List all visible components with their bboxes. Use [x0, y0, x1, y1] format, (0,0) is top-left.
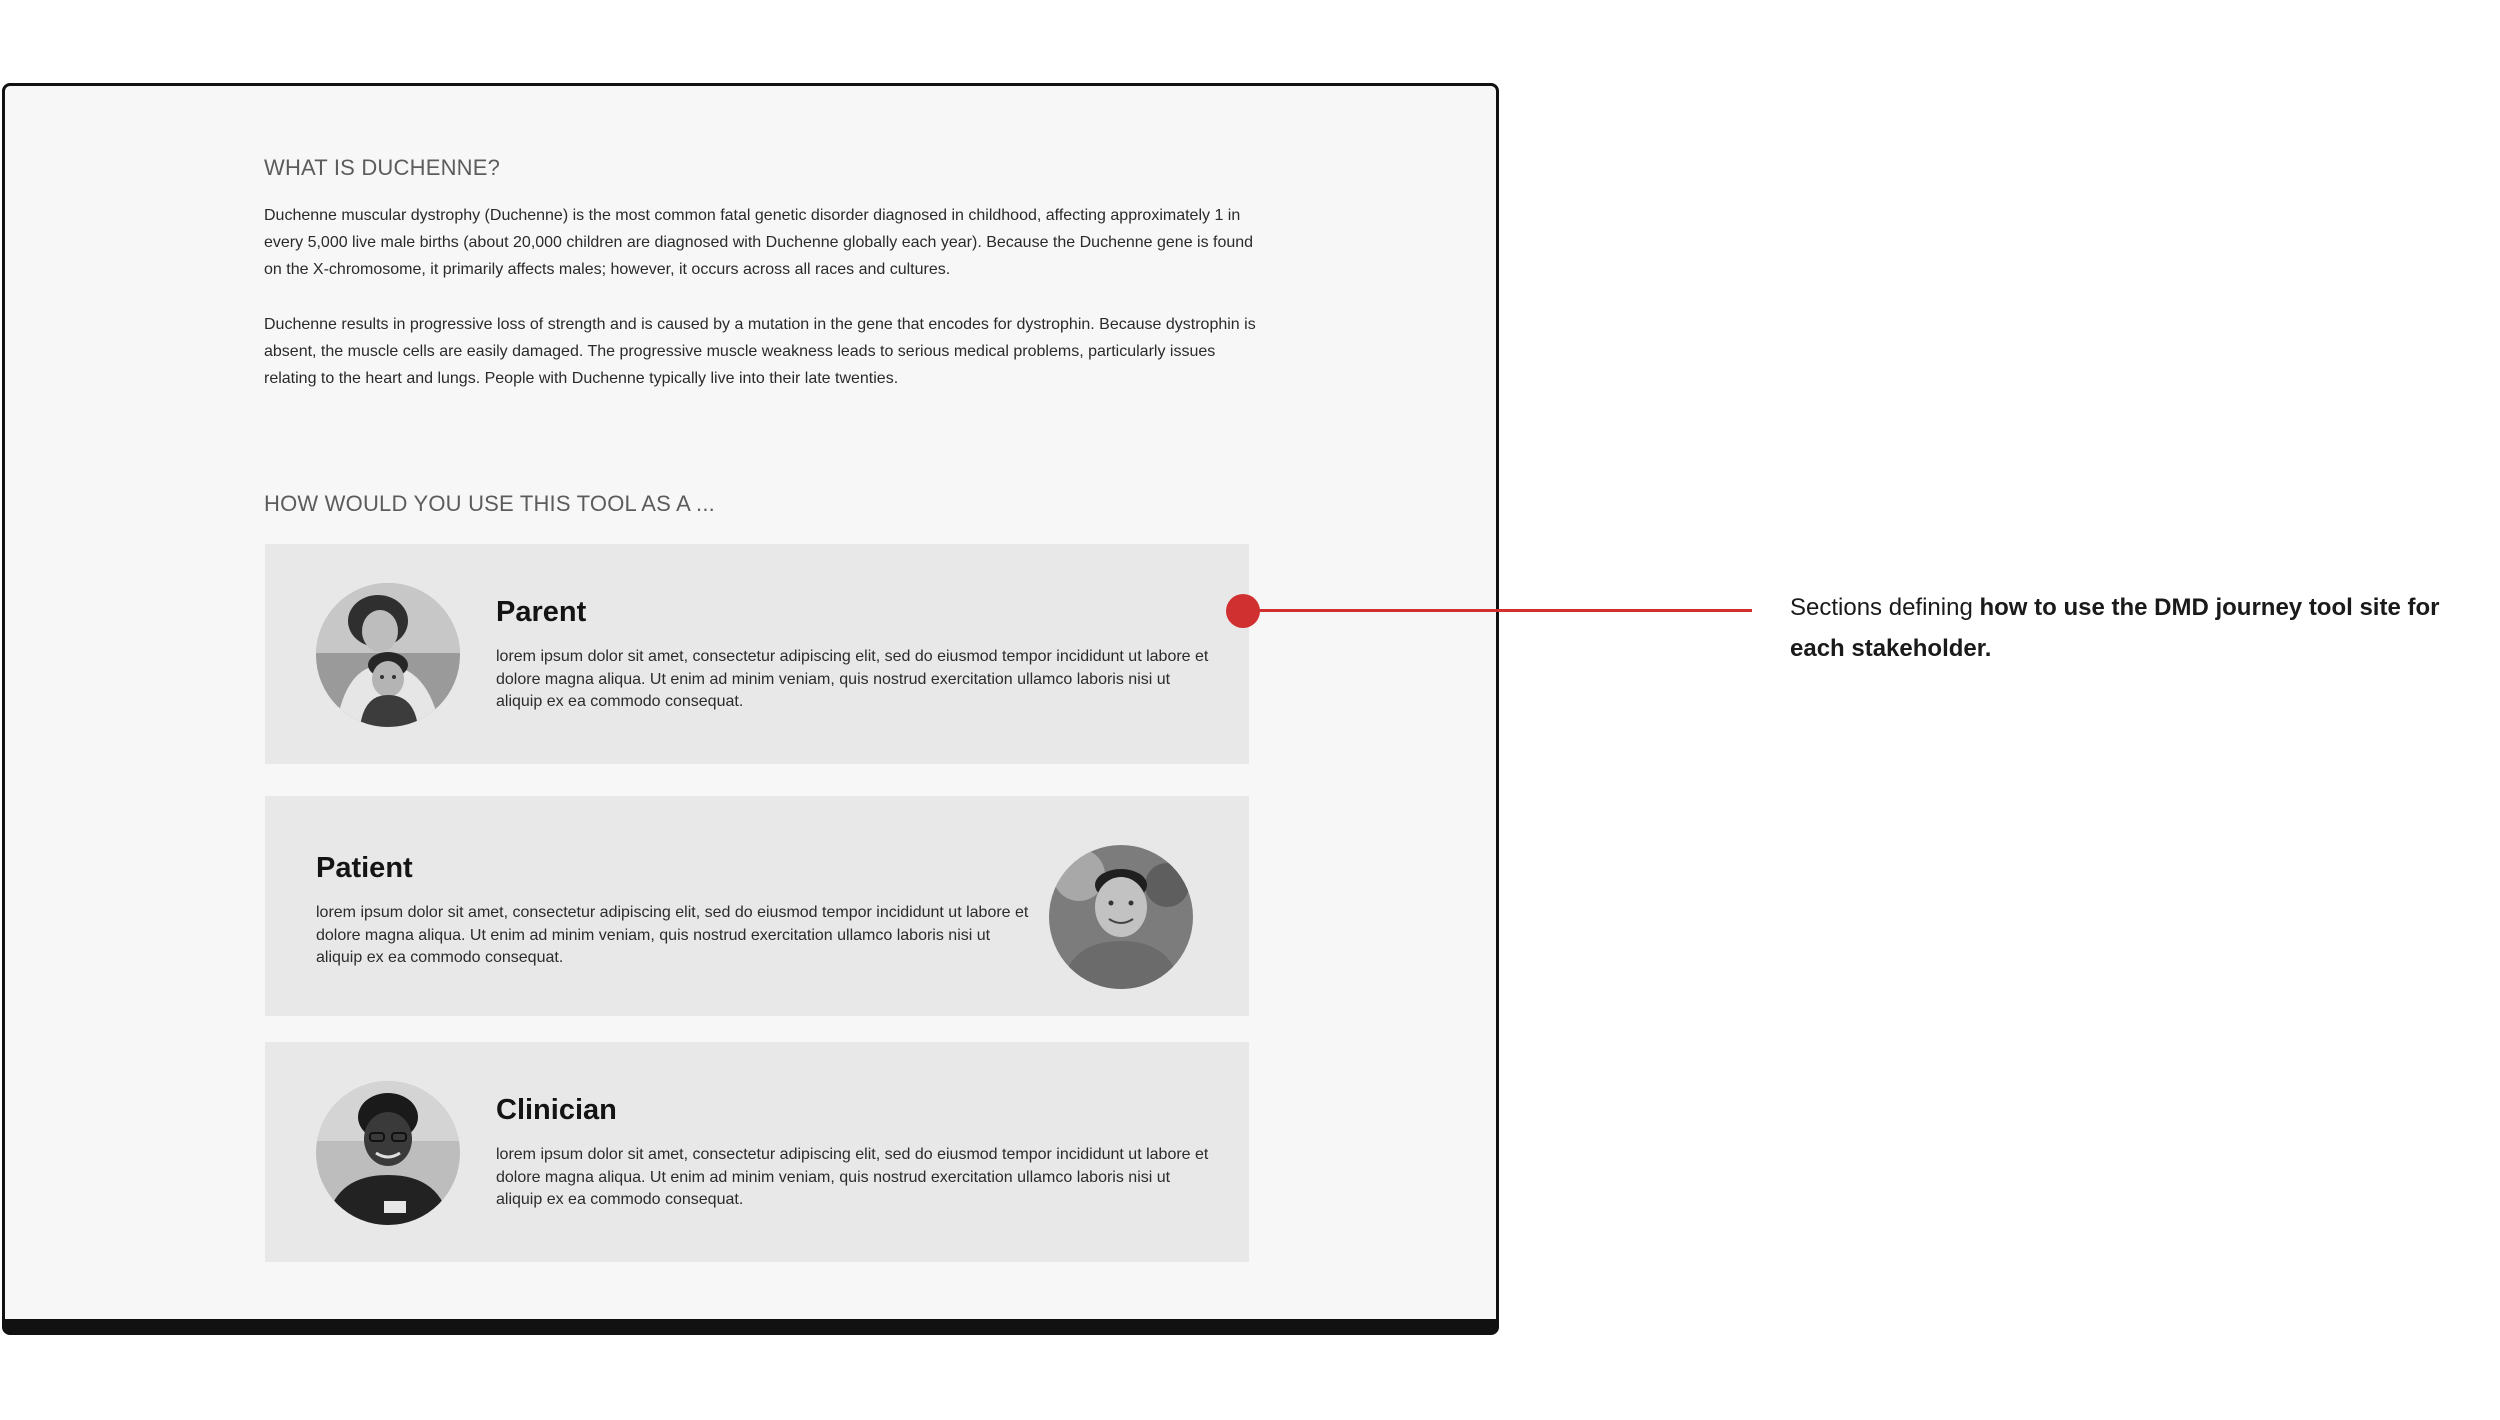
annotation-emphasis: how to use the DMD journey tool site for each stakeholder. [1790, 594, 2440, 662]
card-title-patient: Patient [316, 852, 413, 884]
stakeholder-card-parent[interactable] [265, 544, 1249, 764]
tool-usage-heading: HOW WOULD YOU USE THIS TOOL AS A ... [264, 491, 715, 516]
clinician-photo [316, 1081, 460, 1225]
intro-paragraph-1: Duchenne muscular dystrophy (Duchenne) is the most common fatal genetic disorder diagnosed in childhood, affecting approximately 1 in every 5,000 live male births (about 20,000 children are diagnosed with Duchenne globally each year). Because the Duchenne gene is found on the X-chromosome, it primarily affects males; however, it occurs across all races and cultures. [264, 207, 1254, 278]
patient-photo [1049, 845, 1193, 989]
callout-connector-line [1243, 609, 1752, 612]
parent-photo [316, 583, 460, 727]
annotation-note [1790, 587, 2450, 669]
card-description-clinician: lorem ipsum dolor sit amet, consectetur adipiscing elit, sed do eiusmod tempor incididunt ut labore et dolore magna aliqua. Ut enim ad minim veniam, quis nostrud exercitation ullamco laboris nisi ut aliquip ex ea commodo consequat. [496, 1146, 1209, 1208]
card-description-patient: lorem ipsum dolor sit amet, consectetur adipiscing elit, sed do eiusmod tempor incididunt ut labore et dolore magna aliqua. Ut enim ad minim veniam, quis nostrud exercitation ullamco laboris nisi ut aliquip ex ea commodo consequat. [316, 904, 1029, 966]
card-title-parent: Parent [496, 596, 587, 628]
stakeholder-card-clinician[interactable] [265, 1042, 1249, 1262]
annotation-prefix: Sections defining [1790, 594, 1980, 621]
stakeholder-card-patient[interactable] [265, 796, 1249, 1016]
page-mockup-frame [2, 83, 1499, 1335]
callout-marker-dot [1226, 594, 1260, 628]
what-is-duchenne-heading: WHAT IS DUCHENNE? [264, 155, 501, 180]
card-title-clinician: Clinician [496, 1094, 617, 1126]
card-description-parent: lorem ipsum dolor sit amet, consectetur adipiscing elit, sed do eiusmod tempor incididunt ut labore et dolore magna aliqua. Ut enim ad minim veniam, quis nostrud exercitation ullamco laboris nisi ut aliquip ex ea commodo consequat. [496, 648, 1209, 710]
intro-paragraph-2: Duchenne results in progressive loss of strength and is caused by a mutation in the gene that encodes for dystrophin. Because dystrophin is absent, the muscle cells are easily damaged. The progressive muscle weakness leads to serious medical problems, particularly issues relating to the heart and lungs. People with Duchenne typically live into their late twenties. [264, 316, 1256, 387]
